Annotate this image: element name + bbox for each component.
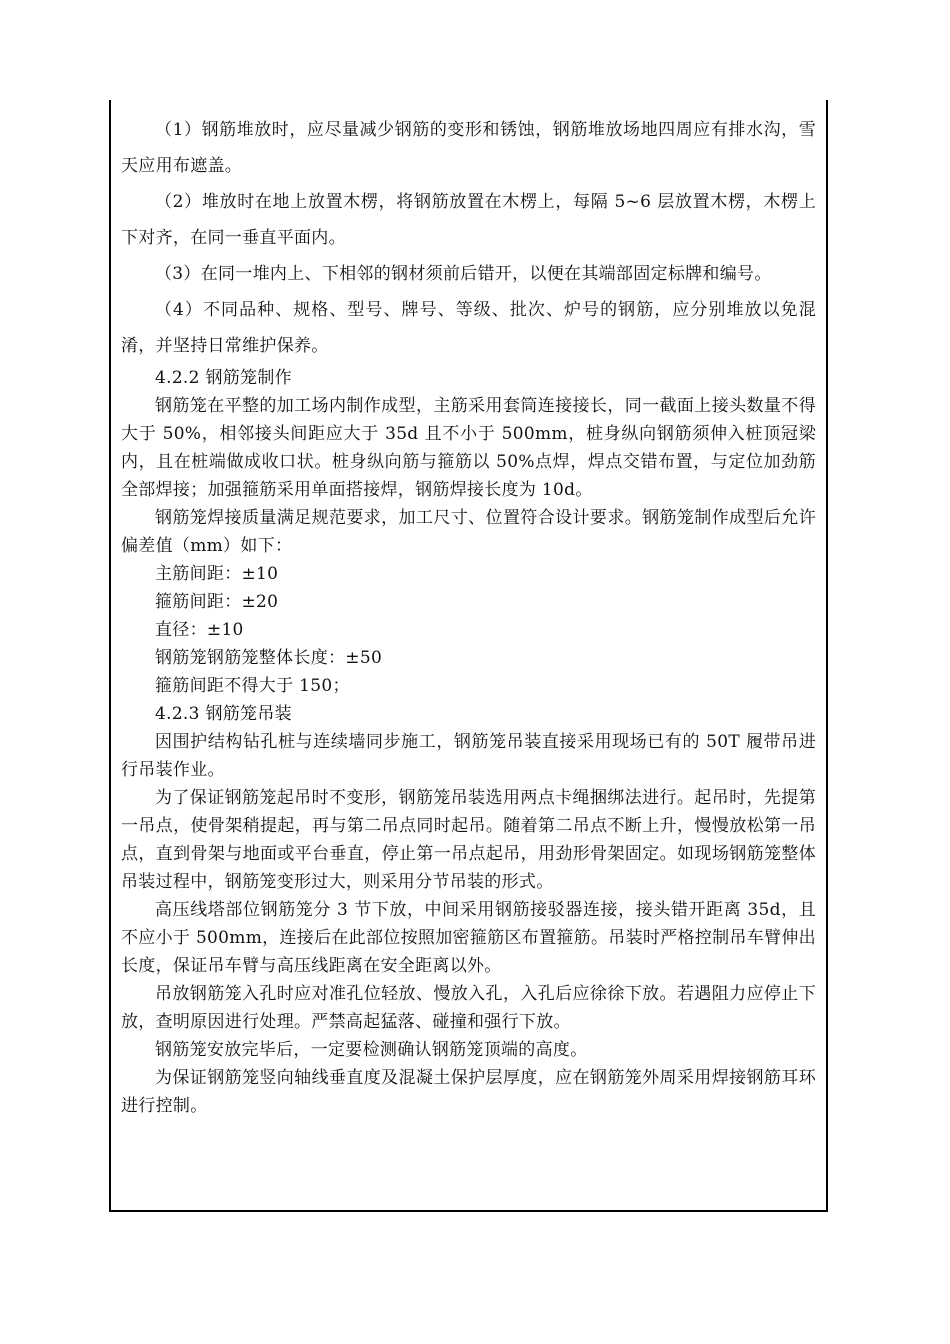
storage-item-4: （4）不同品种、规格、型号、牌号、等级、批次、炉号的钢筋，应分别堆放以免混淆，并坚持日常维护保养。 (121, 300, 816, 356)
tolerance-item: 钢筋笼钢筋笼整体长度：±50 (155, 648, 383, 668)
tolerance-item: 箍筋间距不得大于 150； (155, 676, 350, 696)
paragraph: 钢筋笼安放完毕后，一定要检测确认钢筋笼顶端的高度。 (155, 1040, 588, 1060)
document-frame (109, 100, 828, 1212)
tolerance-item: 主筋间距：±10 (155, 564, 279, 584)
paragraph: 因围护结构钻孔桩与连续墙同步施工，钢筋笼吊装直接采用现场已有的 50T 履带吊进行吊装作业。 (121, 732, 816, 780)
paragraph: 吊放钢筋笼入孔时应对准孔位轻放、慢放入孔，入孔后应徐徐下放。若遇阻力应停止下放，查明原因进行处理。严禁高起猛落、碰撞和强行下放。 (121, 984, 816, 1032)
storage-item-1: （1）钢筋堆放时，应尽量减少钢筋的变形和锈蚀，钢筋堆放场地四周应有排水沟，雪天应用布遮盖。 (121, 120, 816, 176)
section-heading-422: 4.2.2 钢筋笼制作 (155, 368, 292, 388)
paragraph: 为保证钢筋笼竖向轴线垂直度及混凝土保护层厚度，应在钢筋笼外周采用焊接钢筋耳环进行控制。 (121, 1068, 816, 1116)
tolerance-item: 箍筋间距：±20 (155, 592, 279, 612)
section-heading-423: 4.2.3 钢筋笼吊装 (155, 704, 292, 724)
tolerance-item: 直径：±10 (155, 620, 244, 640)
storage-item-2: （2）堆放时在地上放置木楞，将钢筋放置在木楞上，每隔 5~6 层放置木楞，木楞上下对齐，在同一垂直平面内。 (121, 192, 816, 248)
paragraph: 钢筋笼焊接质量满足规范要求，加工尺寸、位置符合设计要求。钢筋笼制作成型后允许偏差值（mm）如下： (121, 508, 816, 556)
paragraph: 高压线塔部位钢筋笼分 3 节下放，中间采用钢筋接驳器连接，接头错开距离 35d，且不应小于 500mm，连接后在此部位按照加密箍筋区布置箍筋。吊装时严格控制吊车臂伸出长度，保证吊车臂与高压线距离在安全距离以外。 (121, 900, 816, 976)
paragraph: 钢筋笼在平整的加工场内制作成型，主筋采用套筒连接接长，同一截面上接头数量不得大于 50%，相邻接头间距应大于 35d 且不小于 500mm，桩身纵向钢筋须伸入桩顶冠梁内，且在桩端做成收口状。桩身纵向筋与箍筋以 50%点焊，焊点交错布置，与定位加劲筋全部焊接；加强箍筋采用单面搭接焊，钢筋焊接长度为 10d。 (121, 396, 816, 500)
storage-item-3: （3）在同一堆内上、下相邻的钢材须前后错开，以便在其端部固定标牌和编号。 (155, 264, 772, 284)
paragraph: 为了保证钢筋笼起吊时不变形，钢筋笼吊装选用两点卡绳捆绑法进行。起吊时，先提第一吊点，使骨架稍提起，再与第二吊点同时起吊。随着第二吊点不断上升，慢慢放松第一吊点，直到骨架与地面或平台垂直，停止第一吊点起吊，用劲形骨架固定。如现场钢筋笼整体吊装过程中，钢筋笼变形过大，则采用分节吊装的形式。 (121, 788, 816, 892)
